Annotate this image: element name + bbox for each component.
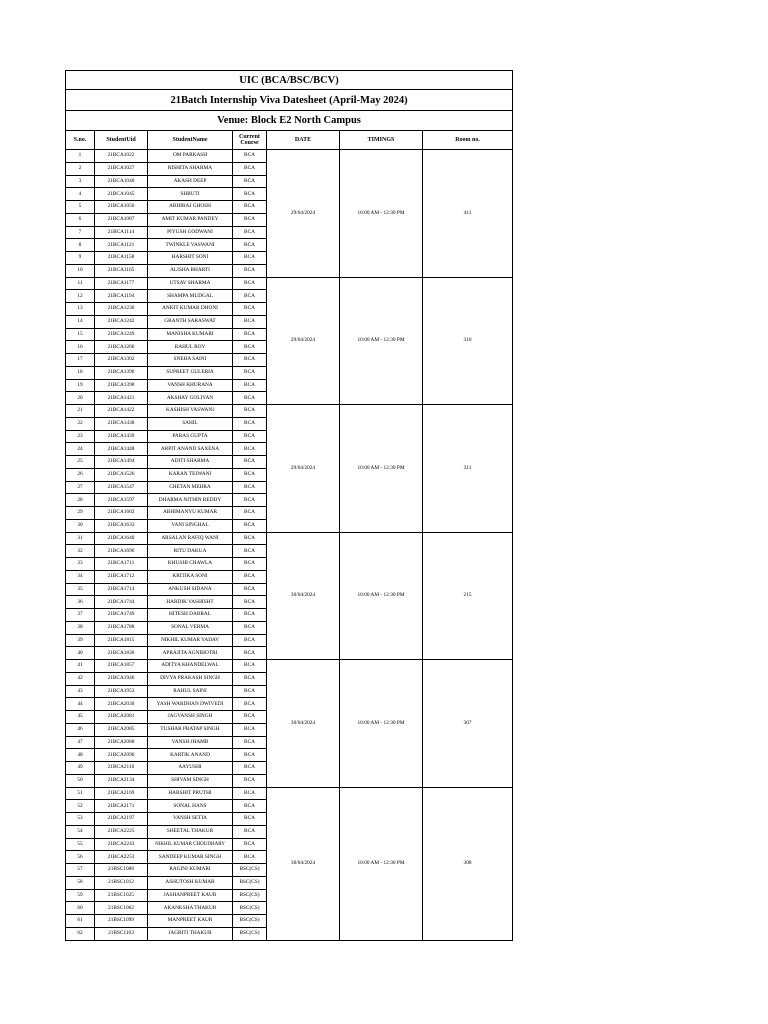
cell-course: BSC(CS): [233, 915, 267, 928]
cell-course: BCA: [233, 239, 267, 252]
cell-sno: 61: [66, 915, 95, 928]
cell-sno: 57: [66, 864, 95, 877]
cell-uid: 21BCA1953: [95, 685, 148, 698]
cell-sno: 41: [66, 660, 95, 673]
cell-sno: 23: [66, 430, 95, 443]
cell-course: BCA: [233, 226, 267, 239]
cell-name: KHUSHI CHAWLA: [148, 558, 233, 571]
cell-sno: 7: [66, 226, 95, 239]
datesheet-table: [65, 70, 513, 941]
cell-course: BCA: [233, 315, 267, 328]
cell-course: BCA: [233, 609, 267, 622]
cell-name: SONAL VERMA: [148, 621, 233, 634]
cell-sno: 1: [66, 150, 95, 163]
cell-course: BCA: [233, 545, 267, 558]
cell-uid: 21BCA1249: [95, 328, 148, 341]
cell-course: BCA: [233, 672, 267, 685]
cell-name: ANKIT KUMAR DHONI: [148, 303, 233, 316]
cell-name: AKANKSHA THAKUR: [148, 902, 233, 915]
cell-uid: 21BCA2225: [95, 825, 148, 838]
cell-uid: 21BCA1230: [95, 303, 148, 316]
cell-name: SAHIL: [148, 417, 233, 430]
slot-date: 29/04/2024: [267, 405, 340, 533]
cell-course: BCA: [233, 736, 267, 749]
cell-uid: 21BCA1640: [95, 532, 148, 545]
cell-uid: 21BCA2085: [95, 723, 148, 736]
cell-uid: 21BCA1242: [95, 315, 148, 328]
cell-uid: 21BCA2243: [95, 838, 148, 851]
header-timings: TIMINGS: [340, 131, 423, 150]
cell-course: BCA: [233, 596, 267, 609]
cell-sno: 48: [66, 749, 95, 762]
cell-sno: 17: [66, 354, 95, 367]
cell-uid: 21BCA1712: [95, 570, 148, 583]
cell-uid: 21BSC1099: [95, 915, 148, 928]
cell-uid: 21BCA1448: [95, 443, 148, 456]
cell-name: RAGINI KUMARI: [148, 864, 233, 877]
table-row: [66, 277, 513, 290]
cell-sno: 24: [66, 443, 95, 456]
cell-uid: 21BCA1398: [95, 379, 148, 392]
table-row: [66, 787, 513, 800]
cell-name: ADITI SHARMA: [148, 456, 233, 469]
cell-uid: 21BCA2253: [95, 851, 148, 864]
cell-uid: 21BCA1045: [95, 188, 148, 201]
cell-name: NIKHIL KUMAR YADAV: [148, 634, 233, 647]
cell-uid: 21BCA1158: [95, 252, 148, 265]
cell-course: BCA: [233, 762, 267, 775]
cell-name: CHETAN MEHRA: [148, 481, 233, 494]
cell-uid: 21BCA1022: [95, 150, 148, 163]
slot-timings: 10:00 AM - 12:30 PM: [340, 787, 423, 940]
table-row: [66, 150, 513, 163]
cell-sno: 28: [66, 494, 95, 507]
cell-course: BCA: [233, 723, 267, 736]
cell-uid: 21BCA1749: [95, 609, 148, 622]
cell-sno: 33: [66, 558, 95, 571]
venue-title: Venue: Block E2 North Campus: [66, 111, 513, 131]
slot-room: 411: [423, 150, 513, 278]
slot-date: 30/04/2024: [267, 787, 340, 940]
cell-sno: 53: [66, 813, 95, 826]
cell-uid: 21BCA1056: [95, 201, 148, 214]
cell-uid: 21BCA1165: [95, 264, 148, 277]
cell-name: ANKUSH SIDANA: [148, 583, 233, 596]
cell-course: BCA: [233, 851, 267, 864]
cell-sno: 44: [66, 698, 95, 711]
table-row: [66, 532, 513, 545]
cell-course: BCA: [233, 800, 267, 813]
cell-name: AKSHAY GOLIYAN: [148, 392, 233, 405]
cell-name: SHIVAM SINGH: [148, 774, 233, 787]
cell-uid: 21BCA1526: [95, 468, 148, 481]
cell-name: SHEETAL THAKUR: [148, 825, 233, 838]
cell-course: BSC(CS): [233, 876, 267, 889]
cell-sno: 60: [66, 902, 95, 915]
cell-name: AKASH DEEP: [148, 175, 233, 188]
cell-sno: 35: [66, 583, 95, 596]
slot-room: 215: [423, 532, 513, 660]
cell-sno: 29: [66, 507, 95, 520]
cell-sno: 27: [66, 481, 95, 494]
cell-uid: 21BCA1714: [95, 583, 148, 596]
cell-sno: 4: [66, 188, 95, 201]
cell-course: BCA: [233, 392, 267, 405]
cell-name: RITU DAKUA: [148, 545, 233, 558]
cell-name: VANSH SETIA: [148, 813, 233, 826]
cell-sno: 46: [66, 723, 95, 736]
cell-uid: 21BCA2197: [95, 813, 148, 826]
cell-course: BCA: [233, 685, 267, 698]
cell-sno: 56: [66, 851, 95, 864]
cell-name: VANI SINGHAL: [148, 519, 233, 532]
cell-sno: 21: [66, 405, 95, 418]
cell-sno: 2: [66, 162, 95, 175]
cell-name: VANSH KHURANA: [148, 379, 233, 392]
cell-name: SONAL HANS: [148, 800, 233, 813]
cell-uid: 21BSC1012: [95, 876, 148, 889]
cell-name: NIKHIL KUMAR CHOUDHARY: [148, 838, 233, 851]
cell-sno: 18: [66, 366, 95, 379]
cell-uid: 21BSC1103: [95, 927, 148, 940]
cell-sno: 51: [66, 787, 95, 800]
cell-name: JASHANPREET KAUR: [148, 889, 233, 902]
cell-uid: 21BCA2169: [95, 787, 148, 800]
cell-course: BSC(CS): [233, 902, 267, 915]
cell-sno: 19: [66, 379, 95, 392]
cell-name: YASH WARDHAN DWIVEDI: [148, 698, 233, 711]
cell-course: BCA: [233, 303, 267, 316]
cell-uid: 21BCA1194: [95, 290, 148, 303]
cell-sno: 30: [66, 519, 95, 532]
cell-course: BCA: [233, 570, 267, 583]
cell-sno: 37: [66, 609, 95, 622]
cell-sno: 3: [66, 175, 95, 188]
cell-course: BCA: [233, 468, 267, 481]
cell-uid: 21BCA1438: [95, 417, 148, 430]
cell-sno: 20: [66, 392, 95, 405]
sheet-title: UIC (BCA/BSC/BCV): [66, 71, 513, 90]
cell-sno: 62: [66, 927, 95, 940]
slot-date: 30/04/2024: [267, 660, 340, 788]
cell-sno: 25: [66, 456, 95, 469]
cell-sno: 38: [66, 621, 95, 634]
cell-uid: 21BCA1439: [95, 430, 148, 443]
cell-name: RISHITA SHARMA: [148, 162, 233, 175]
cell-course: BCA: [233, 162, 267, 175]
cell-name: GRANTH SARASWAT: [148, 315, 233, 328]
header-sno: S.no.: [66, 131, 95, 150]
cell-sno: 8: [66, 239, 95, 252]
cell-course: BCA: [233, 647, 267, 660]
cell-course: BCA: [233, 774, 267, 787]
cell-uid: 21BCA1177: [95, 277, 148, 290]
cell-course: BCA: [233, 456, 267, 469]
cell-name: ARSALAN RAFIQ WANI: [148, 532, 233, 545]
cell-name: KRITIKA SONI: [148, 570, 233, 583]
cell-uid: 21BCA1390: [95, 366, 148, 379]
cell-course: BCA: [233, 481, 267, 494]
cell-name: SHRUTI: [148, 188, 233, 201]
cell-name: VANSH JHAMB: [148, 736, 233, 749]
cell-course: BCA: [233, 749, 267, 762]
cell-name: HARSHIT SONI: [148, 252, 233, 265]
table-row: [66, 660, 513, 673]
cell-name: RAHUL ROY: [148, 341, 233, 354]
cell-name: OM PARKASH: [148, 150, 233, 163]
cell-uid: 21BCA2171: [95, 800, 148, 813]
cell-sno: 32: [66, 545, 95, 558]
header-date: DATE: [267, 131, 340, 150]
cell-uid: 21BCA2081: [95, 711, 148, 724]
cell-sno: 59: [66, 889, 95, 902]
cell-uid: 21BCA2030: [95, 698, 148, 711]
slot-room: 307: [423, 660, 513, 788]
cell-name: SNEHA SAINI: [148, 354, 233, 367]
cell-course: BCA: [233, 201, 267, 214]
cell-sno: 49: [66, 762, 95, 775]
cell-name: ARPIT ANAND SAXENA: [148, 443, 233, 456]
header-uid: StudentUid: [95, 131, 148, 150]
slot-timings: 10:00 AM - 12:30 PM: [340, 277, 423, 405]
cell-name: PIYUSH GODWANI: [148, 226, 233, 239]
cell-name: MANISHA KUMARI: [148, 328, 233, 341]
cell-uid: 21BCA1114: [95, 226, 148, 239]
cell-name: ABHIMANYU KUMAR: [148, 507, 233, 520]
cell-uid: 21BCA1711: [95, 558, 148, 571]
cell-course: BCA: [233, 175, 267, 188]
cell-name: TUSHAR PRATAP SINGH: [148, 723, 233, 736]
cell-uid: 21BCA1602: [95, 507, 148, 520]
cell-course: BCA: [233, 660, 267, 673]
cell-uid: 21BCA1946: [95, 672, 148, 685]
cell-course: BSC(CS): [233, 889, 267, 902]
cell-uid: 21BCA1857: [95, 660, 148, 673]
cell-name: SHAMPA MUDGAL: [148, 290, 233, 303]
cell-name: UTSAV SHARMA: [148, 277, 233, 290]
cell-course: BCA: [233, 430, 267, 443]
cell-course: BCA: [233, 264, 267, 277]
cell-name: DHARMA NITHIN REDDY: [148, 494, 233, 507]
cell-name: JAGRITI THAKUR: [148, 927, 233, 940]
cell-course: BCA: [233, 290, 267, 303]
cell-course: BCA: [233, 417, 267, 430]
cell-sno: 31: [66, 532, 95, 545]
cell-sno: 40: [66, 647, 95, 660]
header-row: [66, 131, 513, 150]
cell-uid: 21BCA1421: [95, 392, 148, 405]
cell-sno: 11: [66, 277, 95, 290]
cell-name: JAGVANSH SINGH: [148, 711, 233, 724]
slot-date: 29/04/2024: [267, 150, 340, 278]
cell-name: MANPREET KAUR: [148, 915, 233, 928]
cell-name: ASHUTOSH KUMAR: [148, 876, 233, 889]
cell-name: RAHUL SAINI: [148, 685, 233, 698]
slot-timings: 10:00 AM - 12:30 PM: [340, 660, 423, 788]
cell-name: DIVYA PRAKASH SINGH: [148, 672, 233, 685]
header-course: Current Course: [233, 131, 267, 150]
cell-course: BCA: [233, 621, 267, 634]
cell-uid: 21BCA1027: [95, 162, 148, 175]
cell-sno: 6: [66, 213, 95, 226]
cell-name: HITESH DABRAL: [148, 609, 233, 622]
cell-name: SUPREET GULERIA: [148, 366, 233, 379]
slot-room: 310: [423, 277, 513, 405]
cell-course: BCA: [233, 150, 267, 163]
cell-uid: 21BCA1302: [95, 354, 148, 367]
cell-uid: 21BCA1422: [95, 405, 148, 418]
cell-sno: 58: [66, 876, 95, 889]
cell-sno: 54: [66, 825, 95, 838]
cell-sno: 9: [66, 252, 95, 265]
cell-uid: 21BSC1025: [95, 889, 148, 902]
cell-course: BCA: [233, 443, 267, 456]
cell-course: BCA: [233, 366, 267, 379]
cell-course: BCA: [233, 507, 267, 520]
cell-sno: 13: [66, 303, 95, 316]
cell-name: KARAN TEJWANI: [148, 468, 233, 481]
cell-sno: 14: [66, 315, 95, 328]
cell-uid: 21BCA2090: [95, 749, 148, 762]
cell-course: BCA: [233, 277, 267, 290]
cell-name: KASHISH VASWANI: [148, 405, 233, 418]
cell-course: BCA: [233, 711, 267, 724]
cell-course: BSC(CS): [233, 927, 267, 940]
cell-name: SANDEEP KUMAR SINGH: [148, 851, 233, 864]
cell-course: BCA: [233, 838, 267, 851]
cell-sno: 15: [66, 328, 95, 341]
cell-uid: 21BCA1696: [95, 545, 148, 558]
cell-course: BCA: [233, 341, 267, 354]
cell-course: BCA: [233, 532, 267, 545]
cell-course: BCA: [233, 252, 267, 265]
slot-timings: 10:00 AM - 12:30 PM: [340, 405, 423, 533]
cell-sno: 52: [66, 800, 95, 813]
cell-uid: 21BCA1547: [95, 481, 148, 494]
cell-course: BCA: [233, 379, 267, 392]
cell-uid: 21BCA1266: [95, 341, 148, 354]
cell-course: BCA: [233, 328, 267, 341]
slot-timings: 10:00 AM - 12:30 PM: [340, 532, 423, 660]
cell-uid: 21BCA2110: [95, 762, 148, 775]
cell-sno: 43: [66, 685, 95, 698]
cell-name: ALISHA BHARTI: [148, 264, 233, 277]
cell-name: TWINKLE VASWANI: [148, 239, 233, 252]
cell-uid: 21BCA1788: [95, 621, 148, 634]
cell-course: BCA: [233, 698, 267, 711]
cell-uid: 21BSC1008: [95, 864, 148, 877]
slot-room: 308: [423, 787, 513, 940]
cell-name: KARTIK ANAND: [148, 749, 233, 762]
cell-uid: 21BCA1744: [95, 596, 148, 609]
slot-room: 311: [423, 405, 513, 533]
cell-course: BCA: [233, 188, 267, 201]
cell-sno: 50: [66, 774, 95, 787]
cell-sno: 10: [66, 264, 95, 277]
slot-timings: 10:00 AM - 12:30 PM: [340, 150, 423, 278]
cell-sno: 45: [66, 711, 95, 724]
cell-sno: 47: [66, 736, 95, 749]
cell-name: ADITYA KHANDELWAL: [148, 660, 233, 673]
cell-course: BCA: [233, 354, 267, 367]
cell-name: AMIT KUMAR PANDEY: [148, 213, 233, 226]
cell-uid: 21BCA1121: [95, 239, 148, 252]
cell-sno: 5: [66, 201, 95, 214]
slot-date: 30/04/2024: [267, 532, 340, 660]
cell-uid: 21BCA1633: [95, 519, 148, 532]
cell-sno: 34: [66, 570, 95, 583]
cell-sno: 42: [66, 672, 95, 685]
cell-uid: 21BCA1830: [95, 647, 148, 660]
sheet-subtitle: 21Batch Internship Viva Datesheet (April-May 2024): [66, 90, 513, 111]
cell-name: HARDIK VASHISHT: [148, 596, 233, 609]
cell-sno: 16: [66, 341, 95, 354]
cell-uid: 21BCA1087: [95, 213, 148, 226]
table-row: [66, 405, 513, 418]
slot-date: 29/04/2024: [267, 277, 340, 405]
cell-uid: 21BCA2134: [95, 774, 148, 787]
cell-uid: 21BCA1597: [95, 494, 148, 507]
cell-uid: 21BCA1815: [95, 634, 148, 647]
cell-sno: 22: [66, 417, 95, 430]
cell-course: BCA: [233, 519, 267, 532]
header-room: Room no.: [423, 131, 513, 150]
cell-name: APRAJITA AGNIHOTRI: [148, 647, 233, 660]
cell-course: BCA: [233, 825, 267, 838]
cell-course: BCA: [233, 213, 267, 226]
cell-uid: 21BCA1040: [95, 175, 148, 188]
cell-name: ABHIRAJ GHOSH: [148, 201, 233, 214]
cell-sno: 12: [66, 290, 95, 303]
cell-course: BCA: [233, 583, 267, 596]
cell-course: BSC(CS): [233, 864, 267, 877]
cell-course: BCA: [233, 494, 267, 507]
cell-course: BCA: [233, 787, 267, 800]
cell-course: BCA: [233, 558, 267, 571]
cell-name: AAYUSHI: [148, 762, 233, 775]
cell-sno: 39: [66, 634, 95, 647]
cell-uid: 21BSC1062: [95, 902, 148, 915]
cell-sno: 26: [66, 468, 95, 481]
cell-uid: 21BCA1494: [95, 456, 148, 469]
cell-name: HARSHIT PRUTHI: [148, 787, 233, 800]
cell-course: BCA: [233, 813, 267, 826]
cell-uid: 21BCA2088: [95, 736, 148, 749]
cell-course: BCA: [233, 634, 267, 647]
cell-sno: 55: [66, 838, 95, 851]
cell-name: PARAS GUPTA: [148, 430, 233, 443]
cell-sno: 36: [66, 596, 95, 609]
header-name: StudentName: [148, 131, 233, 150]
cell-course: BCA: [233, 405, 267, 418]
